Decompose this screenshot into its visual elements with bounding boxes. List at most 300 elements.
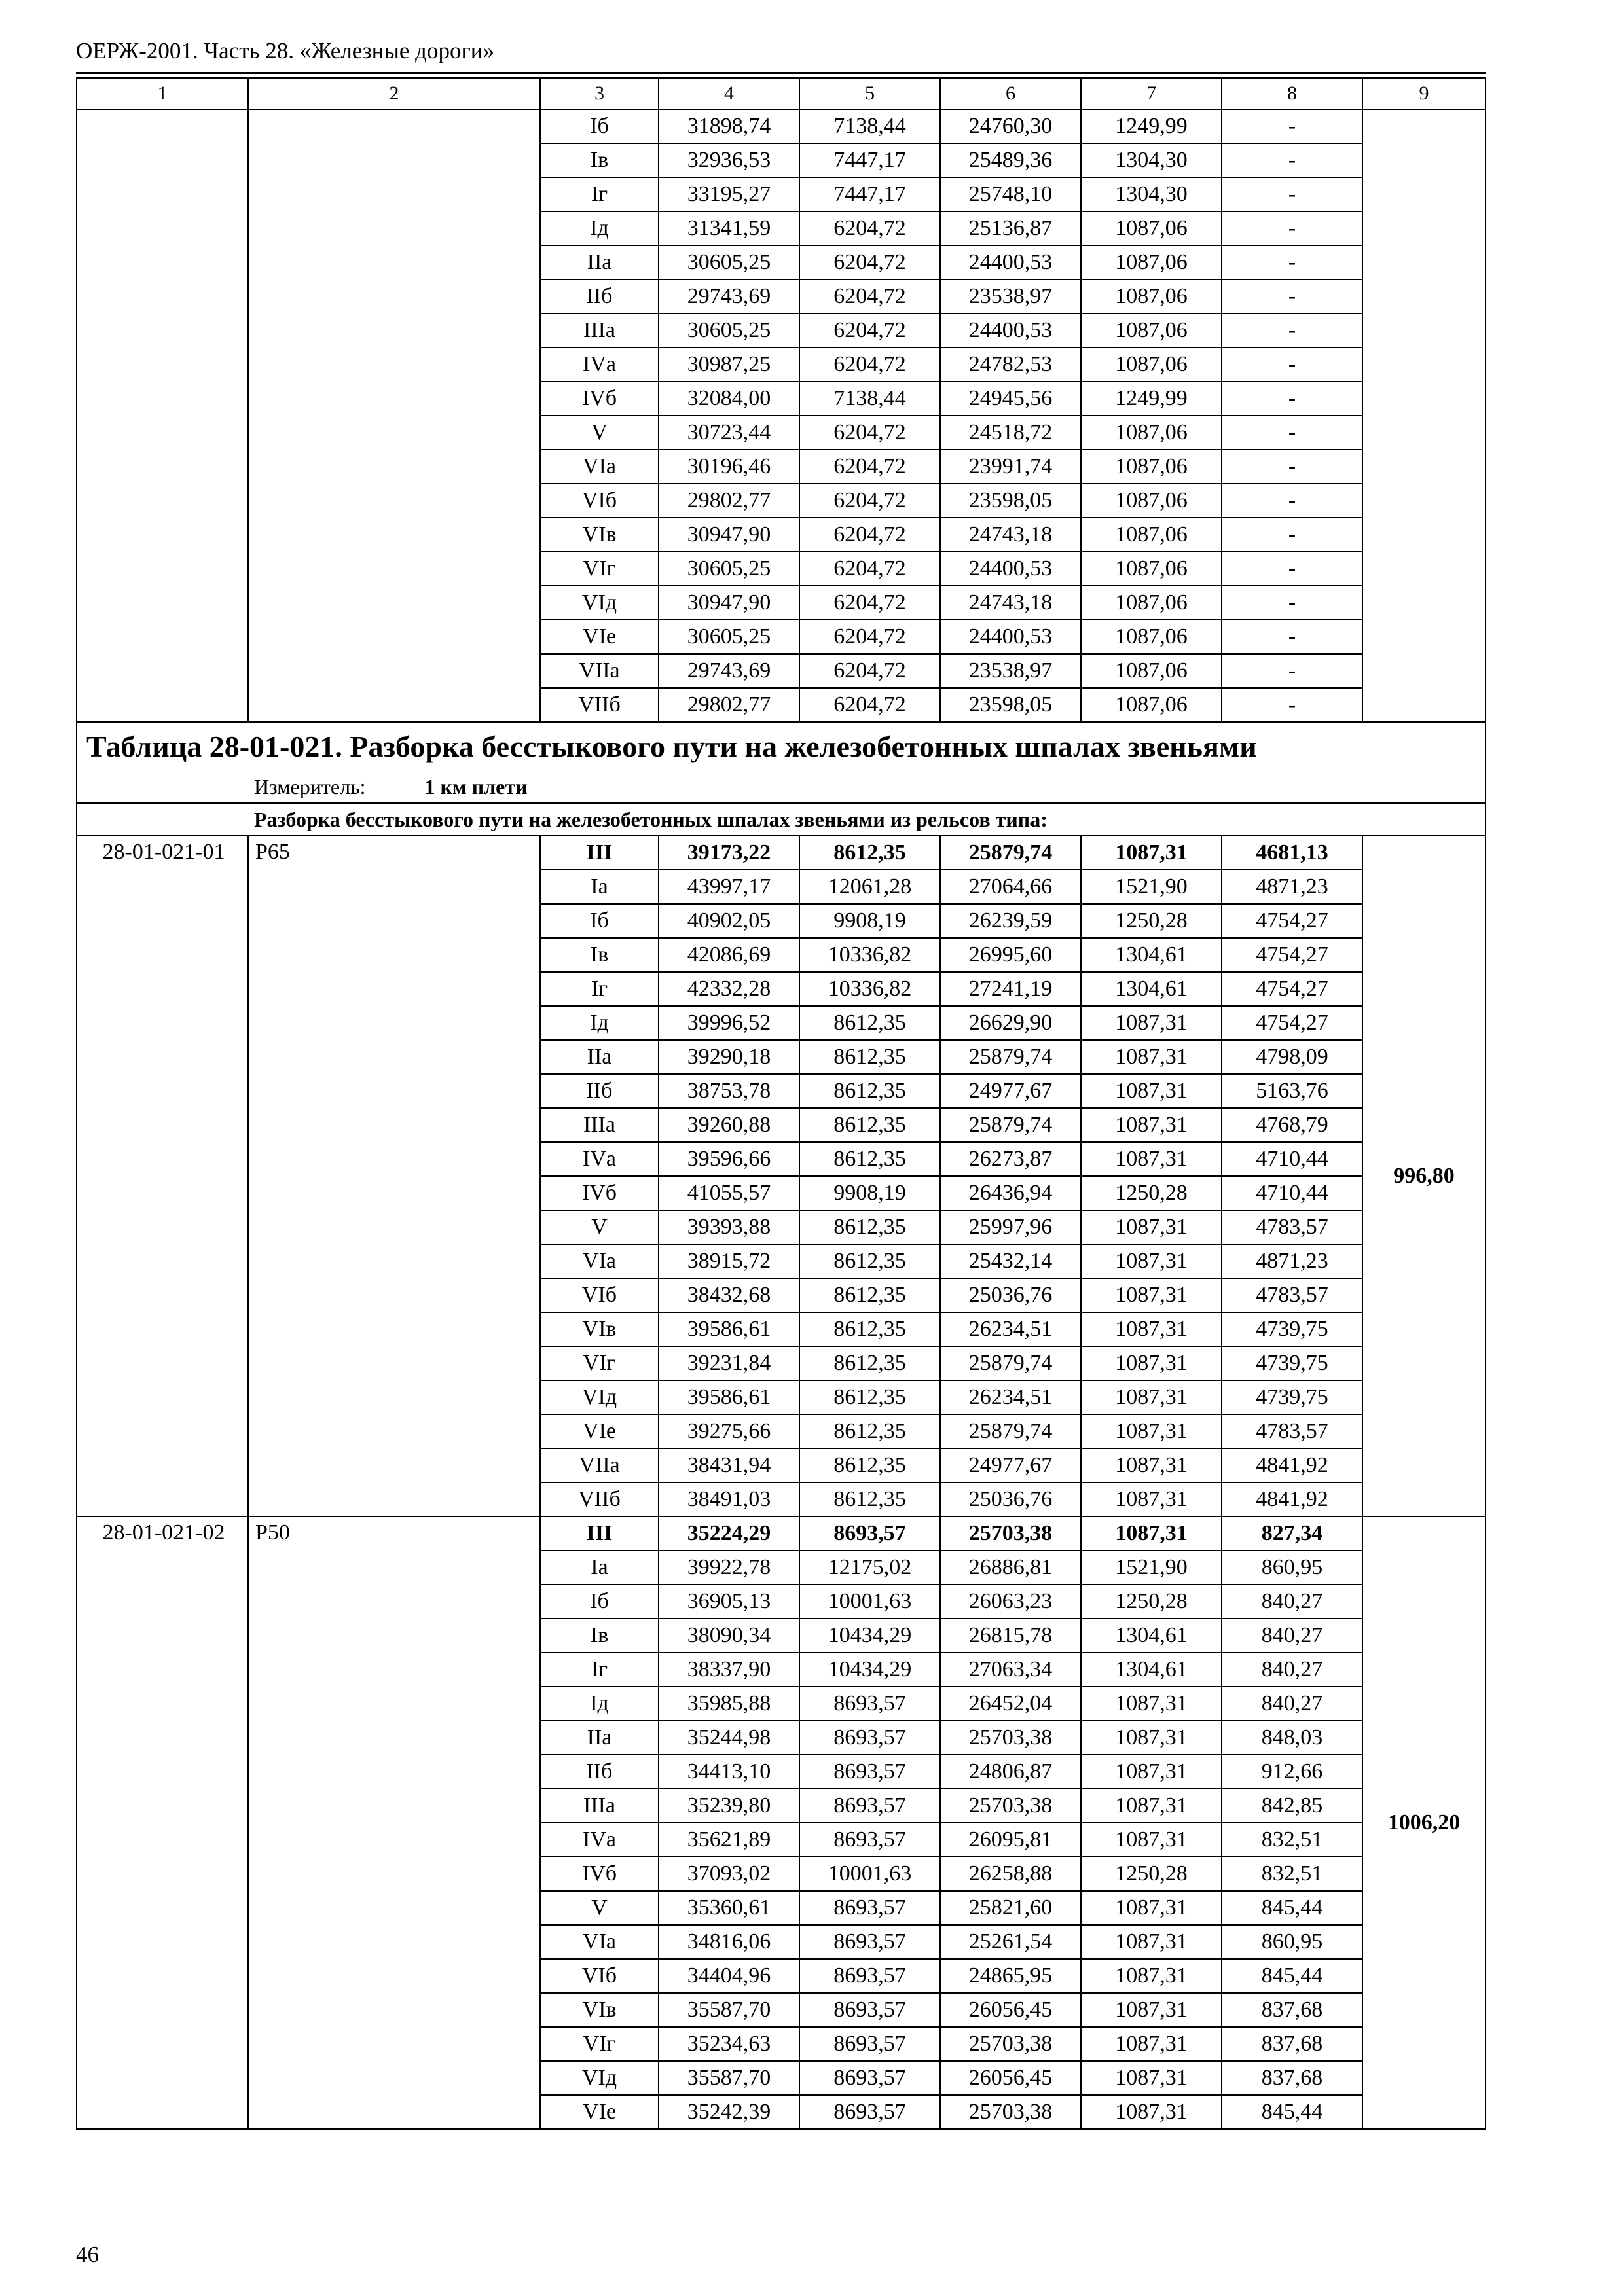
unit-value: 1 км плети <box>424 775 528 798</box>
table-cell: 10336,82 <box>799 972 940 1006</box>
table-cell: 1250,28 <box>1081 1857 1222 1891</box>
table-cell: 33195,27 <box>659 177 799 211</box>
subtitle-row <box>77 803 1486 836</box>
table-cell: 26056,45 <box>940 1993 1081 2027</box>
table-cell: 26886,81 <box>940 1551 1081 1585</box>
table-cell: 23598,05 <box>940 688 1081 722</box>
table-cell: 1087,31 <box>1081 1448 1222 1482</box>
unit-row <box>77 771 1486 803</box>
table-cell: Iд <box>540 1687 659 1721</box>
table-cell: 39290,18 <box>659 1040 799 1074</box>
table-cell: 8612,35 <box>799 1142 940 1176</box>
table-cell: 832,51 <box>1222 1823 1362 1857</box>
table-cell: 24977,67 <box>940 1448 1081 1482</box>
table-cell: 1304,61 <box>1081 972 1222 1006</box>
table-cell: 35224,29 <box>659 1516 799 1551</box>
table-cell: 1250,28 <box>1081 904 1222 938</box>
table-cell: 39393,88 <box>659 1210 799 1244</box>
table-cell: 35985,88 <box>659 1687 799 1721</box>
table-row <box>77 836 1486 870</box>
table-cell: III <box>540 836 659 870</box>
table-cell: 10434,29 <box>799 1653 940 1687</box>
table-cell: 4681,13 <box>1222 836 1362 870</box>
table-cell: 1087,31 <box>1081 1925 1222 1959</box>
table-cell: 1087,31 <box>1081 1006 1222 1040</box>
table-cell: 1087,06 <box>1081 450 1222 484</box>
table-cell: 8612,35 <box>799 1482 940 1516</box>
table-cell: 25703,38 <box>940 1721 1081 1755</box>
table-cell: 8693,57 <box>799 1823 940 1857</box>
table-cell: Iб <box>540 1585 659 1619</box>
table-cell: 4739,75 <box>1222 1380 1362 1414</box>
table-cell: 8693,57 <box>799 1959 940 1993</box>
table-cell: 4783,57 <box>1222 1278 1362 1312</box>
table-cell: 10001,63 <box>799 1585 940 1619</box>
table-cell: 35621,89 <box>659 1823 799 1857</box>
table-cell: 4739,75 <box>1222 1312 1362 1346</box>
table-cell: 25879,74 <box>940 1040 1081 1074</box>
table-cell: 29743,69 <box>659 279 799 314</box>
table-cell: 36905,13 <box>659 1585 799 1619</box>
table-cell: IVа <box>540 1142 659 1176</box>
table-cell: 25261,54 <box>940 1925 1081 1959</box>
table-cell: 6204,72 <box>799 348 940 382</box>
table-cell: 30196,46 <box>659 450 799 484</box>
table-cell: 1249,99 <box>1081 109 1222 143</box>
table-cell: VIг <box>540 552 659 586</box>
table-cell: 7447,17 <box>799 177 940 211</box>
table-cell: 26258,88 <box>940 1857 1081 1891</box>
table-cell: VIIа <box>540 1448 659 1482</box>
table-cell: 1087,31 <box>1081 1993 1222 2027</box>
table-cell: 30947,90 <box>659 586 799 620</box>
table-cell: 1304,61 <box>1081 1619 1222 1653</box>
table-cell: 34816,06 <box>659 1925 799 1959</box>
table-cell: 1087,06 <box>1081 552 1222 586</box>
table-cell: 860,95 <box>1222 1925 1362 1959</box>
table-cell: VIд <box>540 586 659 620</box>
table-cell: 1087,31 <box>1081 1516 1222 1551</box>
table-cell: 8612,35 <box>799 1210 940 1244</box>
table-cell: 5163,76 <box>1222 1074 1362 1108</box>
table-cell: 832,51 <box>1222 1857 1362 1891</box>
table-cell: 1304,61 <box>1081 1653 1222 1687</box>
table-cell: V <box>540 1891 659 1925</box>
table-cell: 1087,06 <box>1081 416 1222 450</box>
table-cell: 6204,72 <box>799 450 940 484</box>
table-cell: 4754,27 <box>1222 938 1362 972</box>
table-cell: - <box>1222 245 1362 279</box>
column-number: 6 <box>940 78 1081 109</box>
table-cell: 30605,25 <box>659 314 799 348</box>
table-cell: 1521,90 <box>1081 1551 1222 1585</box>
table-cell: 32084,00 <box>659 382 799 416</box>
table-cell: 35234,63 <box>659 2027 799 2061</box>
table-cell: 1087,31 <box>1081 2095 1222 2129</box>
table-cell: 26436,94 <box>940 1176 1081 1210</box>
table-cell: 8693,57 <box>799 1516 940 1551</box>
empty-code-cell <box>77 109 248 722</box>
table-cell: 1087,06 <box>1081 484 1222 518</box>
table-cell: IIIа <box>540 314 659 348</box>
table-cell: 8612,35 <box>799 1312 940 1346</box>
table-cell: 1087,06 <box>1081 586 1222 620</box>
table-cell: 24945,56 <box>940 382 1081 416</box>
table-cell: 30987,25 <box>659 348 799 382</box>
table-cell: 39922,78 <box>659 1551 799 1585</box>
table-cell: 25432,14 <box>940 1244 1081 1278</box>
column-number-row <box>77 78 1486 109</box>
table-cell: 30605,25 <box>659 552 799 586</box>
table-cell: 1304,30 <box>1081 143 1222 177</box>
table-cell: 24806,87 <box>940 1755 1081 1789</box>
table-cell: 6204,72 <box>799 245 940 279</box>
table-cell: 7138,44 <box>799 109 940 143</box>
table-cell: 42086,69 <box>659 938 799 972</box>
table-cell: VIб <box>540 484 659 518</box>
table-cell: 26452,04 <box>940 1687 1081 1721</box>
column-number: 2 <box>248 78 540 109</box>
table-cell: 1087,31 <box>1081 1380 1222 1414</box>
page-number: 46 <box>76 2242 99 2267</box>
table-cell: 35244,98 <box>659 1721 799 1755</box>
table-subtitle: Разборка бесстыкового пути на железобетонных шпалах звеньями из рельсов типа: <box>77 803 1486 836</box>
table-cell: 24400,53 <box>940 552 1081 586</box>
table-cell: 43997,17 <box>659 870 799 904</box>
table-cell: VIа <box>540 1244 659 1278</box>
table-cell: 35587,70 <box>659 1993 799 2027</box>
table-cell: 26815,78 <box>940 1619 1081 1653</box>
table-cell: 8693,57 <box>799 2095 940 2129</box>
table-cell: 40902,05 <box>659 904 799 938</box>
table-cell: 6204,72 <box>799 552 940 586</box>
table-cell: 39173,22 <box>659 836 799 870</box>
table-cell: 1087,31 <box>1081 1414 1222 1448</box>
table-cell: 12175,02 <box>799 1551 940 1585</box>
table-cell: 8612,35 <box>799 1414 940 1448</box>
price-table <box>76 77 1486 2130</box>
table-cell: 4871,23 <box>1222 870 1362 904</box>
table-cell: 24518,72 <box>940 416 1081 450</box>
table-cell: 34413,10 <box>659 1755 799 1789</box>
table-cell: - <box>1222 211 1362 245</box>
table-cell: 4783,57 <box>1222 1414 1362 1448</box>
table-cell: 26063,23 <box>940 1585 1081 1619</box>
column-number: 7 <box>1081 78 1222 109</box>
table-cell: 8612,35 <box>799 1006 940 1040</box>
table-cell: 30605,25 <box>659 245 799 279</box>
norm-code: 28-01-021-01 <box>77 836 248 1516</box>
unit-cell <box>77 771 1486 803</box>
table-cell: 24400,53 <box>940 314 1081 348</box>
table-cell: 1087,31 <box>1081 1721 1222 1755</box>
table-cell: 1521,90 <box>1081 870 1222 904</box>
labor-total: 996,80 <box>1362 836 1486 1516</box>
table-cell: 7138,44 <box>799 382 940 416</box>
table-cell: 29743,69 <box>659 654 799 688</box>
table-cell: - <box>1222 348 1362 382</box>
table-cell: VIе <box>540 1414 659 1448</box>
table-cell: 25703,38 <box>940 2095 1081 2129</box>
table-cell: 8693,57 <box>799 1891 940 1925</box>
table-cell: 26995,60 <box>940 938 1081 972</box>
table-cell: 1087,31 <box>1081 1755 1222 1789</box>
table-cell: 8693,57 <box>799 2027 940 2061</box>
table-cell: Iг <box>540 177 659 211</box>
table-cell: - <box>1222 279 1362 314</box>
table-cell: 1304,61 <box>1081 938 1222 972</box>
table-cell: 24782,53 <box>940 348 1081 382</box>
table-cell: 26234,51 <box>940 1312 1081 1346</box>
table-cell: 24865,95 <box>940 1959 1081 1993</box>
table-cell: 1087,31 <box>1081 1891 1222 1925</box>
table-cell: VIб <box>540 1278 659 1312</box>
table-cell: 1250,28 <box>1081 1176 1222 1210</box>
table-cell: Iв <box>540 1619 659 1653</box>
table-cell: 1087,31 <box>1081 2027 1222 2061</box>
table-cell: 1087,31 <box>1081 2061 1222 2095</box>
table-cell: 25879,74 <box>940 836 1081 870</box>
table-cell: 6204,72 <box>799 620 940 654</box>
table-cell: 1087,31 <box>1081 1210 1222 1244</box>
empty-total-cell <box>1362 109 1486 722</box>
column-number: 4 <box>659 78 799 109</box>
table-cell: 24743,18 <box>940 586 1081 620</box>
column-number: 3 <box>540 78 659 109</box>
table-cell: 1087,31 <box>1081 1040 1222 1074</box>
table-cell: 38753,78 <box>659 1074 799 1108</box>
table-cell: 26273,87 <box>940 1142 1081 1176</box>
table-cell: 9908,19 <box>799 904 940 938</box>
table-cell: 27064,66 <box>940 870 1081 904</box>
table-cell: - <box>1222 586 1362 620</box>
table-cell: 32936,53 <box>659 143 799 177</box>
table-cell: 8693,57 <box>799 1687 940 1721</box>
table-cell: VIв <box>540 1312 659 1346</box>
table-cell: 8612,35 <box>799 1346 940 1380</box>
table-cell: 1087,06 <box>1081 620 1222 654</box>
table-cell: - <box>1222 552 1362 586</box>
table-cell: 26234,51 <box>940 1380 1081 1414</box>
table-cell: 840,27 <box>1222 1653 1362 1687</box>
table-cell: 25036,76 <box>940 1482 1081 1516</box>
table-cell: 4798,09 <box>1222 1040 1362 1074</box>
table-cell: 6204,72 <box>799 416 940 450</box>
table-cell: 10001,63 <box>799 1857 940 1891</box>
table-cell: VIв <box>540 1993 659 2027</box>
table-cell: VIд <box>540 2061 659 2095</box>
table-title: Таблица 28-01-021. Разборка бесстыкового пути на железобетонных шпалах звеньями <box>77 722 1486 771</box>
table-cell: 848,03 <box>1222 1721 1362 1755</box>
table-cell: IIа <box>540 1721 659 1755</box>
table-cell: 842,85 <box>1222 1789 1362 1823</box>
table-cell: 1087,31 <box>1081 1789 1222 1823</box>
table-cell: 39586,61 <box>659 1312 799 1346</box>
table-row <box>77 109 1486 143</box>
column-number: 5 <box>799 78 940 109</box>
table-title-row <box>77 722 1486 771</box>
table-cell: - <box>1222 416 1362 450</box>
table-cell: 23538,97 <box>940 654 1081 688</box>
table-cell: IVб <box>540 1176 659 1210</box>
empty-name-cell <box>248 109 540 722</box>
table-cell: VIд <box>540 1380 659 1414</box>
table-cell: 4754,27 <box>1222 1006 1362 1040</box>
table-cell: 8693,57 <box>799 2061 940 2095</box>
table-cell: - <box>1222 382 1362 416</box>
table-cell: 8612,35 <box>799 836 940 870</box>
table-cell: 26629,90 <box>940 1006 1081 1040</box>
table-cell: - <box>1222 518 1362 552</box>
table-cell: 39586,61 <box>659 1380 799 1414</box>
table-cell: 8693,57 <box>799 1925 940 1959</box>
table-cell: 6204,72 <box>799 211 940 245</box>
table-cell: 39275,66 <box>659 1414 799 1448</box>
table-cell: 1087,31 <box>1081 836 1222 870</box>
table-cell: 25703,38 <box>940 2027 1081 2061</box>
table-cell: 4739,75 <box>1222 1346 1362 1380</box>
table-cell: 1087,31 <box>1081 1074 1222 1108</box>
table-cell: 10336,82 <box>799 938 940 972</box>
table-cell: 24400,53 <box>940 245 1081 279</box>
table-cell: 12061,28 <box>799 870 940 904</box>
table-cell: 30947,90 <box>659 518 799 552</box>
table-cell: 31898,74 <box>659 109 799 143</box>
table-cell: 31341,59 <box>659 211 799 245</box>
table-cell: 1087,31 <box>1081 1312 1222 1346</box>
table-cell: 1250,28 <box>1081 1585 1222 1619</box>
table-cell: Iг <box>540 1653 659 1687</box>
table-cell: 8612,35 <box>799 1448 940 1482</box>
table-cell: 29802,77 <box>659 484 799 518</box>
table-cell: 26095,81 <box>940 1823 1081 1857</box>
table-cell: 1087,31 <box>1081 1346 1222 1380</box>
table-cell: 1087,06 <box>1081 348 1222 382</box>
table-cell: 35587,70 <box>659 2061 799 2095</box>
page-header: ОЕРЖ-2001. Часть 28. «Железные дороги» <box>76 38 495 63</box>
table-cell: 840,27 <box>1222 1687 1362 1721</box>
table-cell: Iг <box>540 972 659 1006</box>
table-cell: 8612,35 <box>799 1108 940 1142</box>
table-cell: - <box>1222 450 1362 484</box>
table-cell: 840,27 <box>1222 1585 1362 1619</box>
table-cell: 8693,57 <box>799 1789 940 1823</box>
unit-label: Измеритель: <box>254 775 366 798</box>
table-cell: 1087,06 <box>1081 211 1222 245</box>
column-number: 8 <box>1222 78 1362 109</box>
table-cell: - <box>1222 177 1362 211</box>
table-cell: 8612,35 <box>799 1040 940 1074</box>
table-cell: VIе <box>540 620 659 654</box>
table-cell: 37093,02 <box>659 1857 799 1891</box>
table-cell: 1087,31 <box>1081 1823 1222 1857</box>
table-cell: 25821,60 <box>940 1891 1081 1925</box>
table-cell: 27063,34 <box>940 1653 1081 1687</box>
table-cell: 4710,44 <box>1222 1142 1362 1176</box>
table-cell: IVб <box>540 382 659 416</box>
table-cell: 4841,92 <box>1222 1448 1362 1482</box>
table-cell: VIа <box>540 450 659 484</box>
table-cell: 38915,72 <box>659 1244 799 1278</box>
table-cell: VIв <box>540 518 659 552</box>
table-cell: 23538,97 <box>940 279 1081 314</box>
table-cell: Iв <box>540 938 659 972</box>
table-cell: VIг <box>540 2027 659 2061</box>
labor-total: 1006,20 <box>1362 1516 1486 2129</box>
table-cell: - <box>1222 314 1362 348</box>
table-cell: IIб <box>540 279 659 314</box>
table-cell: 1087,06 <box>1081 654 1222 688</box>
table-cell: 1249,99 <box>1081 382 1222 416</box>
table-cell: 23598,05 <box>940 484 1081 518</box>
table-cell: IIб <box>540 1074 659 1108</box>
table-cell: VIе <box>540 2095 659 2129</box>
table-cell: 30723,44 <box>659 416 799 450</box>
table-cell: 8693,57 <box>799 1721 940 1755</box>
table-cell: 6204,72 <box>799 314 940 348</box>
table-cell: 1087,06 <box>1081 314 1222 348</box>
table-cell: 35239,80 <box>659 1789 799 1823</box>
table-cell: Iб <box>540 904 659 938</box>
table-cell: 840,27 <box>1222 1619 1362 1653</box>
table-cell: - <box>1222 688 1362 722</box>
table-cell: 1087,31 <box>1081 1244 1222 1278</box>
table-cell: 1087,31 <box>1081 1959 1222 1993</box>
table-cell: IVб <box>540 1857 659 1891</box>
table-cell: 912,66 <box>1222 1755 1362 1789</box>
table-cell: VIIа <box>540 654 659 688</box>
table-cell: 35360,61 <box>659 1891 799 1925</box>
table-cell: 1087,06 <box>1081 279 1222 314</box>
table-cell: 42332,28 <box>659 972 799 1006</box>
table-cell: 8693,57 <box>799 1755 940 1789</box>
table-row <box>77 1516 1486 1551</box>
table-cell: VIIб <box>540 1482 659 1516</box>
table-cell: 6204,72 <box>799 586 940 620</box>
table-cell: 6204,72 <box>799 484 940 518</box>
table-cell: 1087,31 <box>1081 1278 1222 1312</box>
table-cell: Iб <box>540 109 659 143</box>
table-cell: 1087,06 <box>1081 518 1222 552</box>
table-cell: VIг <box>540 1346 659 1380</box>
table-cell: 24743,18 <box>940 518 1081 552</box>
column-number: 1 <box>77 78 248 109</box>
table-cell: 1087,06 <box>1081 688 1222 722</box>
table-cell: 29802,77 <box>659 688 799 722</box>
table-cell: IVа <box>540 1823 659 1857</box>
table-cell: - <box>1222 143 1362 177</box>
table-cell: 6204,72 <box>799 654 940 688</box>
table-cell: 25036,76 <box>940 1278 1081 1312</box>
table-cell: 4710,44 <box>1222 1176 1362 1210</box>
table-cell: Iа <box>540 870 659 904</box>
table-cell: 1304,30 <box>1081 177 1222 211</box>
table-cell: 34404,96 <box>659 1959 799 1993</box>
table-cell: - <box>1222 620 1362 654</box>
table-cell: 25748,10 <box>940 177 1081 211</box>
table-cell: IIб <box>540 1755 659 1789</box>
table-cell: III <box>540 1516 659 1551</box>
table-cell: 38431,94 <box>659 1448 799 1482</box>
table-cell: 8612,35 <box>799 1074 940 1108</box>
table-cell: 23991,74 <box>940 450 1081 484</box>
table-cell: 25997,96 <box>940 1210 1081 1244</box>
table-cell: 9908,19 <box>799 1176 940 1210</box>
table-cell: 39996,52 <box>659 1006 799 1040</box>
table-cell: - <box>1222 109 1362 143</box>
table-cell: IIа <box>540 1040 659 1074</box>
table-cell: IIа <box>540 245 659 279</box>
